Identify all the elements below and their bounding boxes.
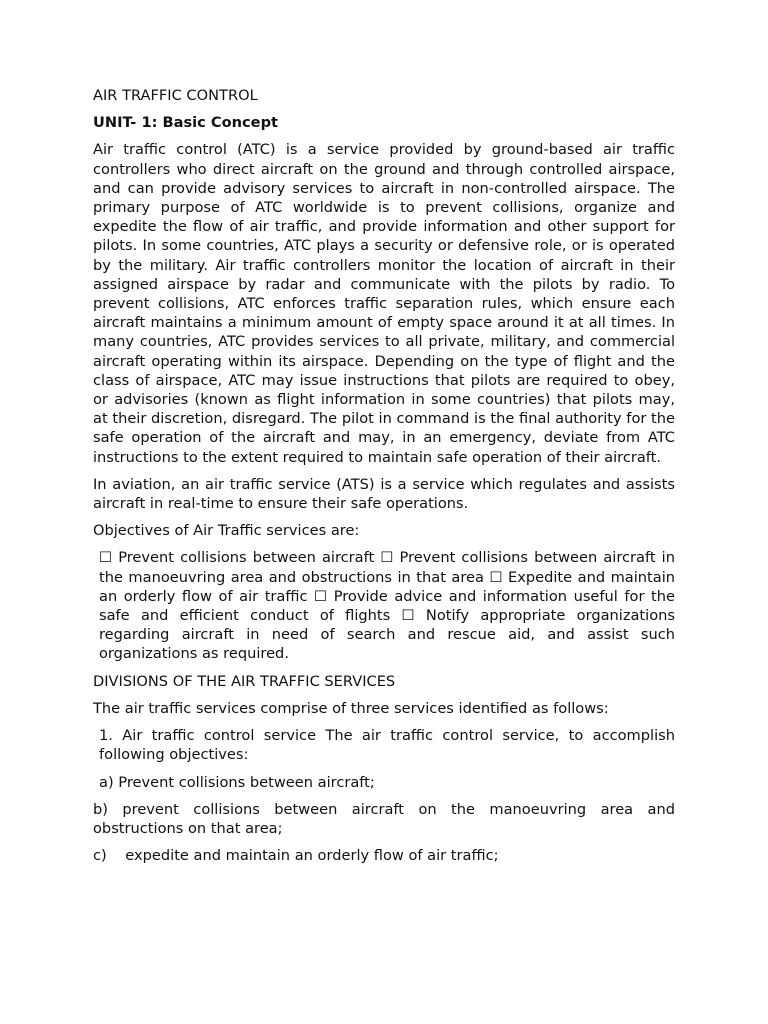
list-item-b: b) prevent collisions between aircraft on the manoeuvring area and obstructions on that area;	[93, 800, 675, 837]
objectives-paragraph: ☐ Prevent collisions between aircraft ☐ Prevent collisions between aircraft in the manoeuvring area and obstructions in that area ☐ Expedite and maintain an orderly flow of air traffic ☐ Provide advice and information useful for the safe and efficient conduct of flights ☐ Notify appropriate organizations regarding aircraft in need of search and rescue aid, and assist such organizations as required.	[99, 549, 675, 663]
document-page	[93, 86, 675, 873]
document-title: AIR TRAFFIC CONTROL	[93, 87, 258, 104]
list-item-c: c) expedite and maintain an orderly flow of air traffic;	[93, 847, 499, 865]
service-1-paragraph: 1. Air traffic control service The air traffic control service, to accomplish following objectives:	[99, 727, 675, 764]
divisions-heading: DIVISIONS OF THE AIR TRAFFIC SERVICES	[93, 672, 396, 690]
objectives-intro: Objectives of Air Traffic services are:	[93, 522, 360, 540]
list-item-a: a) Prevent collisions between aircraft;	[99, 773, 375, 791]
unit-heading: UNIT- 1: Basic Concept	[93, 114, 279, 132]
ats-paragraph: In aviation, an air traffic service (ATS) is a service which regulates and assists aircraft in real-time to ensure their safe operations.	[93, 475, 675, 513]
intro-paragraph: Air traffic control (ATC) is a service provided by ground-based air traffic controllers who direct aircraft on the ground and through controlled airspace, and can provide advisory services to aircraft in non-controlled airspace. The primary purpose of ATC worldwide is to prevent collisions, organize and expedite the flow of air traffic, and provide information and other support for pilots. In some countries, ATC plays a security or defensive role, or is operated by the military. Air traffic controllers monitor the location of aircraft in their assigned airspace by radar and communicate with the pilots by radio. To prevent collisions, ATC enforces traffic separation rules, which ensure each aircraft maintains a minimum amount of empty space around it at all times. In many countries, ATC provides services to all private, military, and commercial aircraft operating within its airspace. Depending on the type of flight and the class of airspace, ATC may issue instructions that pilots are required to obey, or advisories (known as flight information in some countries) that pilots may, at their discretion, disregard. The pilot in command is the final authority for the safe operation of the aircraft and may, in an emergency, deviate from ATC instructions to the extent required to maintain safe operation of their aircraft.	[93, 141, 675, 466]
divisions-intro: The air traffic services comprise of three services identified as follows:	[93, 699, 609, 717]
